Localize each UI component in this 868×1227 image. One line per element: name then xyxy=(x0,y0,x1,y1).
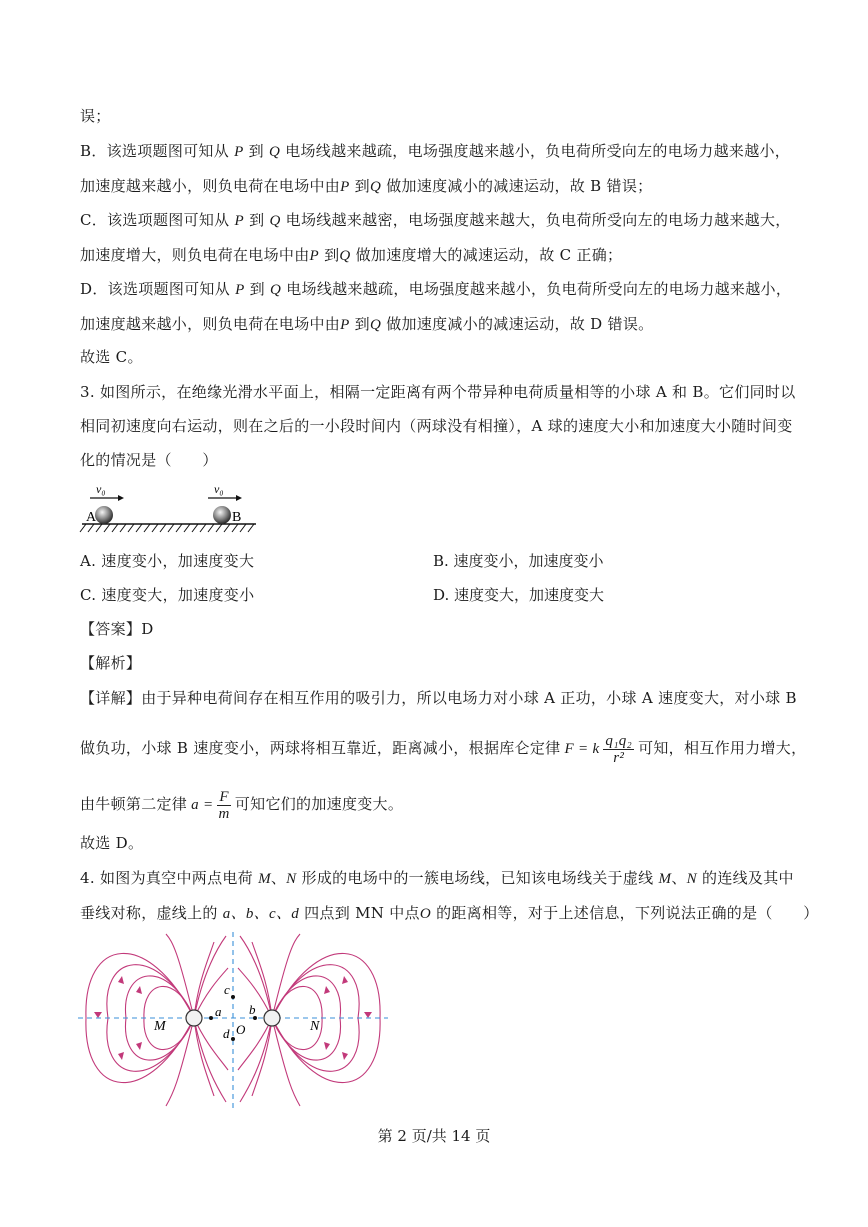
ball-b xyxy=(213,506,231,524)
option-d: D. 速度变大，加速度变大 xyxy=(433,586,605,604)
selection-d: 故选 D。 xyxy=(80,834,144,852)
v0-label-b: v₀ xyxy=(214,482,224,496)
ground-hatching xyxy=(80,524,254,532)
point-c xyxy=(231,995,235,999)
two-balls-figure xyxy=(78,480,260,538)
label-c: c xyxy=(224,982,230,997)
label-b: b xyxy=(249,1002,256,1017)
explanation-b-line2: 加速度越来越小，则负电荷在电场中由P 到Q 做加速度减小的减速运动，故 B 错误； xyxy=(80,177,653,195)
question-3-line1: 3. 如图所示，在绝缘光滑水平面上，相隔一定距离有两个带异种电荷质量相等的小球 A 和 B。它们同时以 xyxy=(80,383,796,401)
point-a xyxy=(209,1016,213,1020)
explanation-b-line1: B．该选项题图可知从 P 到 Q 电场线越来越疏，电场强度越来越小，负电荷所受向左的电场力越来越小， xyxy=(80,142,791,160)
detail-line3: 由牛顿第二定律 a = $\frac{F}{m}$ 可知它们的加速度变大。 xyxy=(80,788,404,822)
analysis-heading: 【解析】 xyxy=(80,654,142,672)
detail-line2: 做负功，小球 B 速度变小，两球将相互靠近，距离减小，根据库仑定律 F = k $\frac{\text{q₁q₂}}{\text{r²}}$ 可知，相互作用力增大， xyxy=(80,732,807,766)
label-d: d xyxy=(223,1026,230,1041)
text-line: 误； xyxy=(80,107,111,125)
question-4-line1: 4. 如图为真空中两点电荷 M、N 形成的电场中的一簇电场线，已知该电场线关于虚线 M、N 的连线及其中 xyxy=(80,869,794,887)
charge-n xyxy=(264,1010,280,1026)
label-n: N xyxy=(310,1019,320,1034)
option-a: A. 速度变小，加速度变大 xyxy=(80,552,255,570)
point-d xyxy=(231,1037,235,1041)
detail-line1: 【详解】由于异种电荷间存在相互作用的吸引力，所以电场力对小球 A 正功，小球 A 速度变大，对小球 B xyxy=(80,689,797,707)
v0-label-a: v₀ xyxy=(96,482,106,496)
option-c: C. 速度变大，加速度变小 xyxy=(80,586,255,604)
newton-fraction: $\frac{F}{m}$ xyxy=(218,788,230,822)
coulomb-fraction: $\frac{\text{q₁q₂}}{\text{r²}}$ xyxy=(605,732,633,766)
option-b: B. 速度变小，加速度变小 xyxy=(433,552,604,570)
explanation-c-line2: 加速度增大，则负电荷在电场中由P 到Q 做加速度增大的减速运动，故 C 正确； xyxy=(80,246,623,264)
label-b: B xyxy=(232,510,242,525)
question-3-line2: 相同初速度向右运动，则在之后的一小段时间内（两球没有相撞），A 球的速度大小和加速度大小随时间变 xyxy=(80,417,793,435)
answer: 【答案】D xyxy=(80,620,154,638)
label-m: M xyxy=(154,1019,166,1034)
ball-a xyxy=(95,506,113,524)
selection-c: 故选 C。 xyxy=(80,348,143,366)
explanation-d-line2: 加速度越来越小，则负电荷在电场中由P 到Q 做加速度减小的减速运动，故 D 错误。 xyxy=(80,315,654,333)
explanation-c-line1: C．该选项题图可知从 P 到 Q 电场线越来越密，电场强度越来越大，负电荷所受向左的电场力越来越大， xyxy=(80,211,791,229)
label-a: A xyxy=(86,510,97,525)
explanation-d-line1: D．该选项题图可知从 P 到 Q 电场线越来越疏，电场强度越来越小，负电荷所受向左的电场力越来越小， xyxy=(80,280,792,298)
question-3-line3: 化的情况是（ ） xyxy=(80,451,218,469)
label-o: O xyxy=(236,1022,246,1037)
question-4-line2: 垂线对称，虚线上的 a、b、c、d 四点到 MN 中点O 的距离相等，对于上述信息，下列说法正确的是（ ） xyxy=(80,904,819,922)
field-lines-figure xyxy=(78,932,388,1108)
label-a: a xyxy=(215,1004,222,1019)
page-footer: 第 2 页/共 14 页 xyxy=(377,1127,491,1145)
charge-m xyxy=(186,1010,202,1026)
